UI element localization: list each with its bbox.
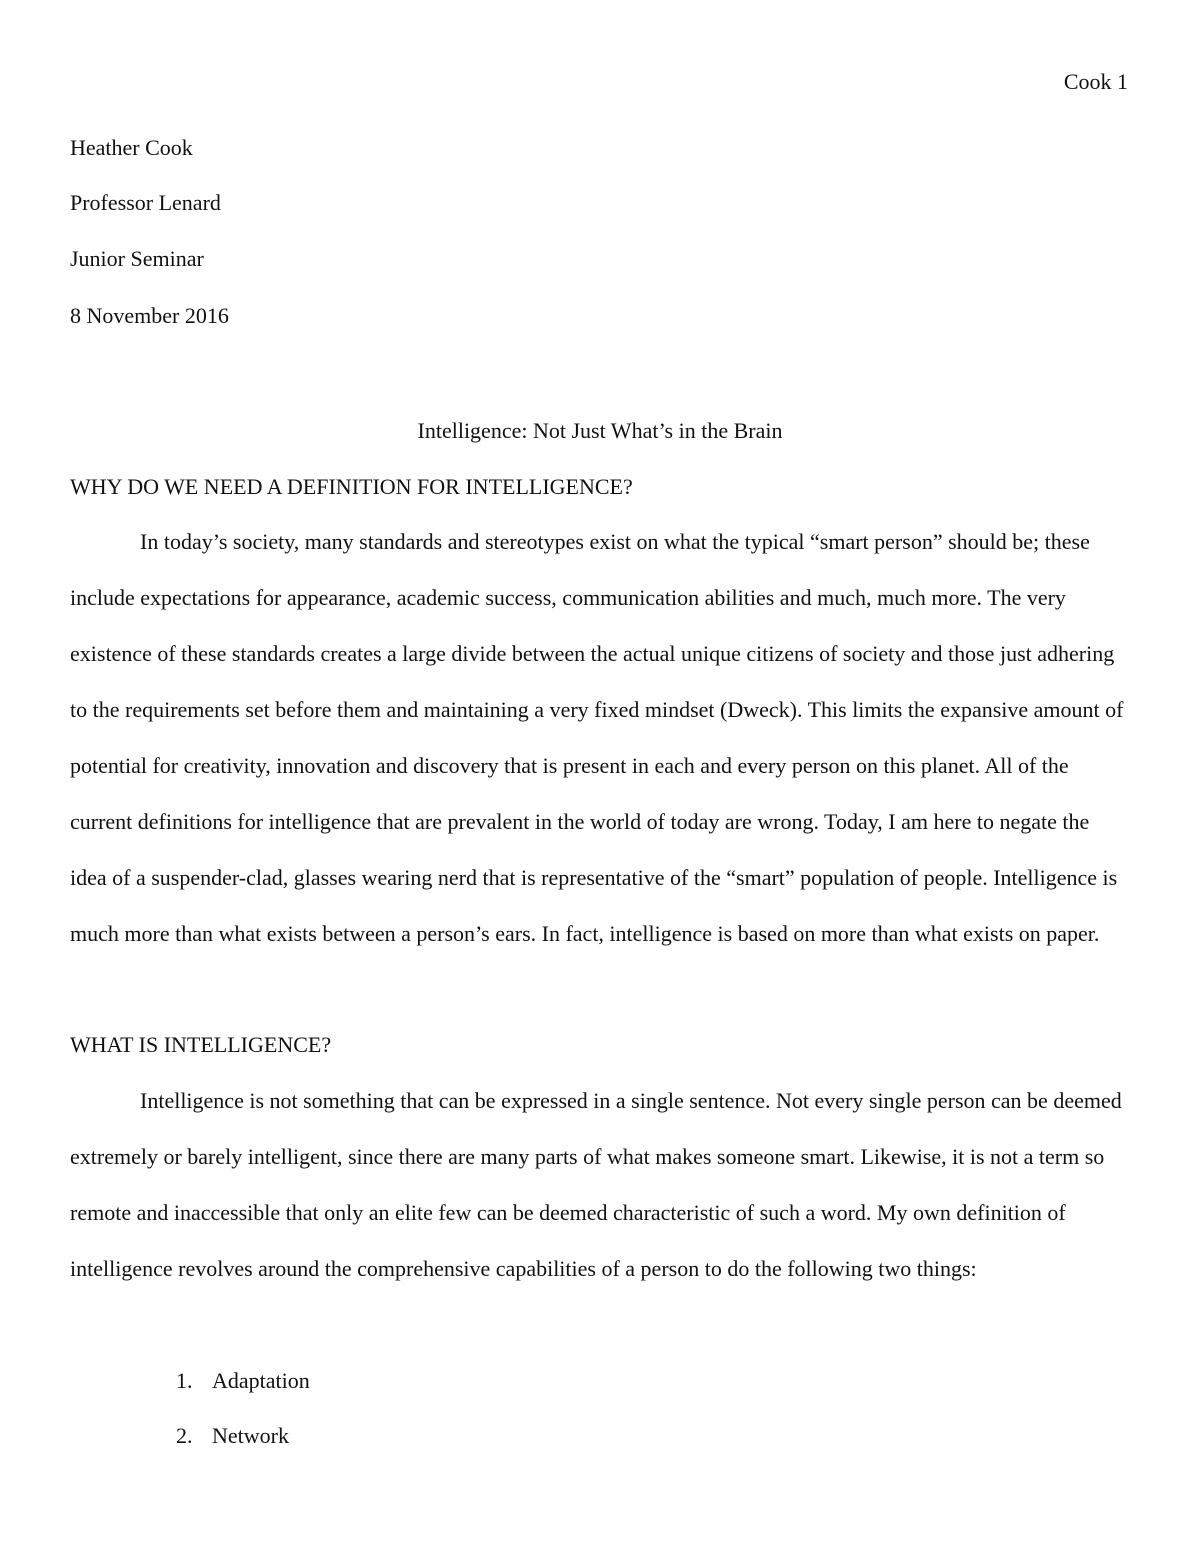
list-item-label: Network bbox=[212, 1423, 289, 1448]
running-header-page-number: Cook 1 bbox=[1063, 69, 1128, 94]
list-item bbox=[176, 1422, 289, 1450]
list-item-label: Adaptation bbox=[212, 1368, 310, 1393]
course-name: Junior Seminar bbox=[70, 246, 204, 271]
section-heading-why: WHY DO WE NEED A DEFINITION FOR INTELLIGENCE? bbox=[70, 474, 633, 499]
essay-title: Intelligence: Not Just What’s in the Brain bbox=[417, 418, 783, 443]
section-heading-what: WHAT IS INTELLIGENCE? bbox=[70, 1032, 332, 1057]
instructor-name: Professor Lenard bbox=[70, 190, 221, 215]
author-name: Heather Cook bbox=[70, 135, 193, 160]
list-item bbox=[176, 1367, 310, 1395]
document-date: 8 November 2016 bbox=[70, 303, 229, 328]
list-item-number: 1. bbox=[176, 1368, 193, 1393]
list-item-number: 2. bbox=[176, 1423, 193, 1448]
paragraph-why: In today’s society, many standards and stereotypes exist on what the typical “smart person” should be; these include expectations for appearance, academic success, communication abilities and much, much more. The very existence of these standards creates a large divide between the actual unique citizens of society and those just adhering to the requirements set before them and maintaining a very fixed mindset (Dweck). This limits the expansive amount of potential for creativity, innovation and discovery that is present in each and every person on this planet. All of the current definitions for intelligence that are prevalent in the world of today are wrong. Today, I am here to negate the idea of a suspender-clad, glasses wearing nerd that is representative of the “smart” population of people. Intelligence is much more than what exists between a person’s ears. In fact, intelligence is based on more than what exists on paper. bbox=[70, 529, 1124, 946]
paragraph-what: Intelligence is not something that can be expressed in a single sentence. Not every single person can be deemed extremely or barely intelligent, since there are many parts of what makes someone smart. Likewise, it is not a term so remote and inaccessible that only an elite few can be deemed characteristic of such a word. My own definition of intelligence revolves around the comprehensive capabilities of a person to do the following two things: bbox=[70, 1088, 1122, 1281]
